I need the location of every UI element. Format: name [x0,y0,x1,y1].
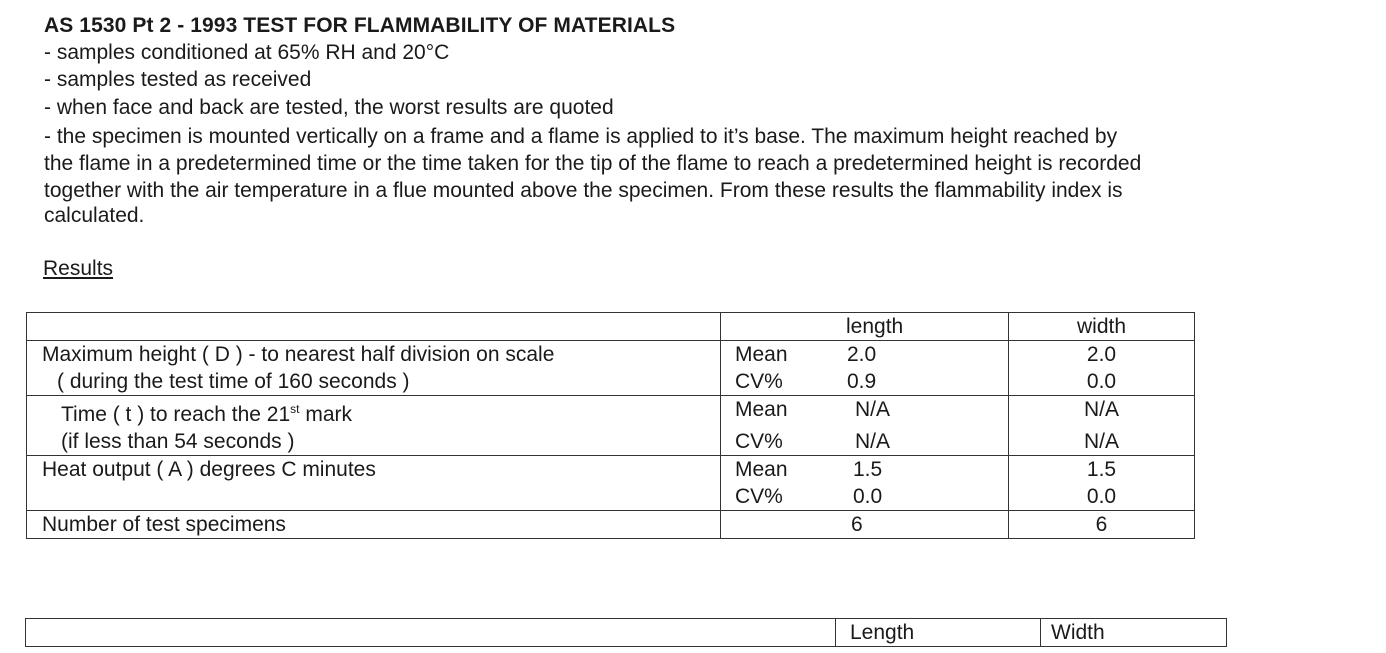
note-line: - the specimen is mounted vertically on a frame and a flame is applied to it’s base. The maximum height reached by [44,125,1118,148]
stat-cell: Mean 1.5 [721,456,1009,484]
row-label: Maximum height ( D ) - to nearest half division on scale [27,341,721,369]
stat-cell: CV% N/A [721,428,1009,456]
header-cell [27,313,721,341]
row-label: Number of test specimens [27,511,721,539]
value-cell: 6 [721,511,1009,539]
stat-cell: CV% 0.9 [721,368,1009,396]
row-label [27,483,721,511]
value-cell: 6 [1009,511,1195,539]
row-label: Time ( t ) to reach the 21st mark [27,396,721,429]
row-label: Heat output ( A ) degrees C minutes [27,456,721,484]
value-cell: 1.5 [1009,456,1195,484]
note-line: the flame in a predetermined time or the time taken for the tip of the flame to reach a predetermined height is recorded [44,152,1142,175]
table-header-row [26,619,1227,647]
note-line: - when face and back are tested, the worst results are quoted [44,96,614,119]
table-row [27,428,1195,456]
header-cell-length: length [721,313,1009,341]
table-header-row [27,313,1195,341]
note-line: - samples conditioned at 65% RH and 20°C [44,41,450,64]
results-heading: Results [43,257,114,280]
second-table [25,618,1227,647]
value-cell: N/A [1009,428,1195,456]
note-line: together with the air temperature in a flue mounted above the specimen. From these results the flammability index is [44,179,1123,202]
value-cell: N/A [1009,396,1195,429]
note-line: - samples tested as received [44,68,312,91]
value-cell: 0.0 [1009,368,1195,396]
table-row [27,456,1195,484]
table-row [27,368,1195,396]
stat-cell: CV% 0.0 [721,483,1009,511]
table-row [27,483,1195,511]
stat-cell: Mean N/A [721,396,1009,429]
note-line: calculated. [44,204,145,227]
table-row [27,511,1195,539]
header-cell [26,619,836,647]
table-row [27,341,1195,369]
header-cell-width: width [1009,313,1195,341]
header-cell-length: Length [836,619,1041,647]
stat-cell: Mean 2.0 [721,341,1009,369]
header-cell-width: Width [1041,619,1227,647]
value-cell: 2.0 [1009,341,1195,369]
table-row [27,396,1195,429]
results-table [26,312,1195,539]
value-cell: 0.0 [1009,483,1195,511]
row-label: ( during the test time of 160 seconds ) [27,368,721,396]
document-title: AS 1530 Pt 2 - 1993 TEST FOR FLAMMABILITY OF MATERIALS [44,14,676,37]
row-label: (if less than 54 seconds ) [27,428,721,456]
